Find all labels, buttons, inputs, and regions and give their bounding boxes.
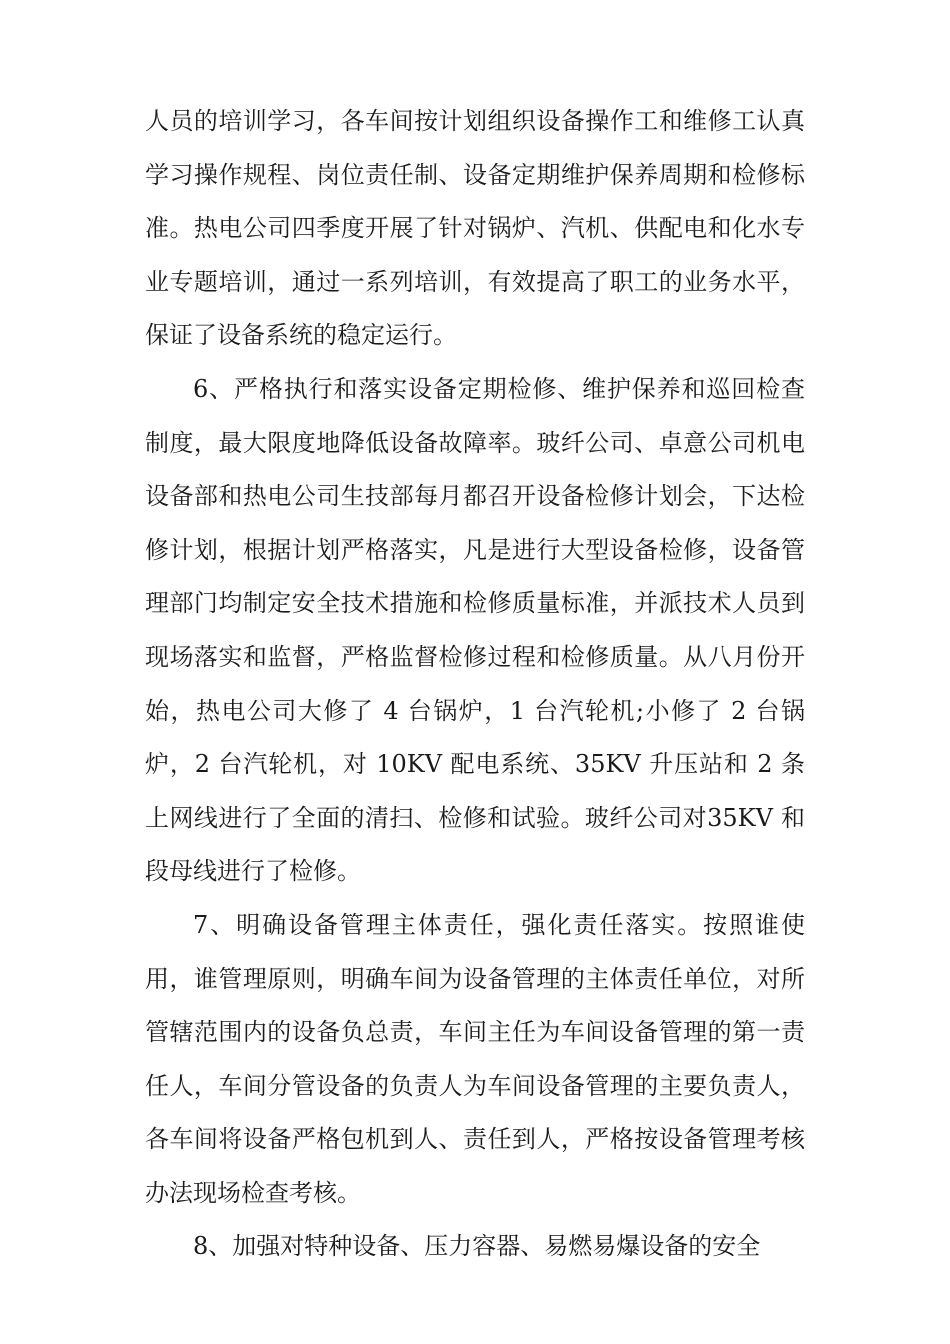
- paragraph-training: 人员的培训学习，各车间按计划组织设备操作工和维修工认真学习操作规程、岗位责任制、设备定期维护保养周期和检修标准。热电公司四季度开展了针对锅炉、汽机、供配电和化水专业专题培训，通过一系列培训，有效提高了职工的业务水平，保证了设备系统的稳定运行。: [145, 107, 805, 350]
- paragraph-item-7-responsibility: 7、明确设备管理主体责任，强化责任落实。按照谁使用，谁管理原则，明确车间为设备管理的主体责任单位，对所管辖范围内的设备负总责，车间主任为车间设备管理的第一责任人，车间分管设备的负责人为车间设备管理的主要负责人，各车间将设备严格包机到人、责任到人，严格按设备管理考核办法现场检查考核。: [145, 910, 805, 1207]
- paragraph-item-8-special-equipment: 8、加强对特种设备、压力容器、易燃易爆设备的安全: [193, 1232, 761, 1261]
- document-body: [145, 95, 805, 1274]
- paragraph-item-6-maintenance: 6、严格执行和落实设备定期检修、维护保养和巡回检查制度，最大限度地降低设备故障率。玻纤公司、卓意公司机电设备部和热电公司生技部每月都召开设备检修计划会，下达检修计划，根据计划严格落实，凡是进行大型设备检修，设备管理部门均制定安全技术措施和检修质量标准，并派技术人员到现场落实和监督，严格监督检修过程和检修质量。从八月份开始，热电公司大修了 4 台锅炉，1 台汽轮机;小修了 2 台锅炉，2 台汽轮机，对 10KV 配电系统、35KV 升压站和 2 条上网线进行了全面的清扫、检修和试验。玻纤公司对35KV 和段母线进行了检修。: [145, 374, 805, 886]
